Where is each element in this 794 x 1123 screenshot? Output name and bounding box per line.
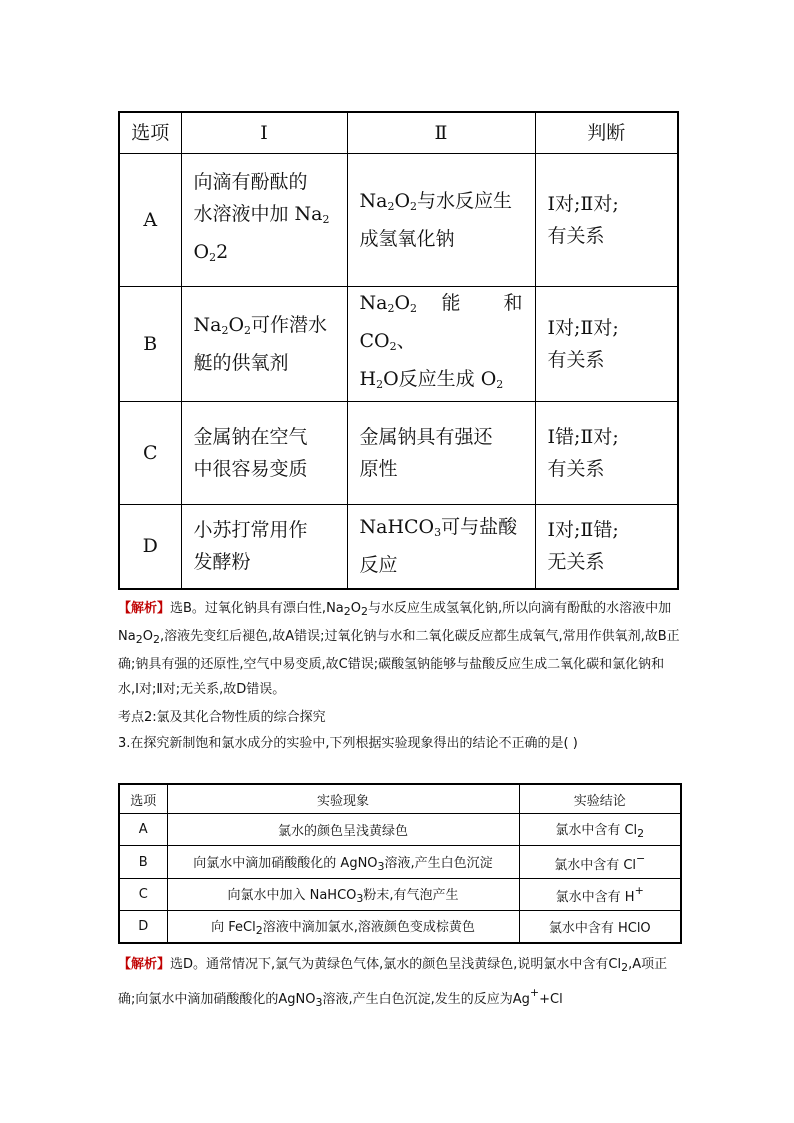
subscript: 2: [361, 605, 368, 618]
header-statement-2: Ⅱ: [347, 112, 535, 154]
subscript: 2: [376, 378, 384, 391]
superscript: +: [634, 883, 644, 897]
phenomenon: [167, 878, 519, 910]
text-segment: 氯水中含有 H: [555, 889, 635, 905]
text-segment: O: [350, 601, 361, 616]
conclusion: [519, 846, 681, 878]
text-segment: 有关系: [547, 225, 605, 247]
text-segment: NaHCO: [359, 516, 435, 539]
subscript: 2: [496, 378, 504, 391]
text-segment: Ⅰ对;Ⅱ错;: [547, 519, 619, 542]
text-segment: 可作潜水: [251, 314, 328, 336]
subscript: 2: [637, 827, 645, 841]
subscript: 2: [244, 324, 252, 337]
text-segment: 金属钠在空气: [193, 426, 308, 448]
header-option: 选项: [119, 784, 167, 814]
text-segment: 与水反应生: [417, 190, 513, 212]
option-label: B: [119, 846, 167, 878]
text-segment: 氯水的颜色呈浅黄绿色: [277, 824, 408, 840]
analysis-paragraph-1: [118, 596, 683, 702]
text-segment: O: [228, 314, 245, 336]
table-row: [119, 878, 681, 910]
text-segment: 选B。过氧化钠具有漂白性,Na: [170, 601, 344, 616]
superscript: +: [529, 986, 540, 999]
text-segment: 、: [396, 330, 416, 352]
text-segment: 反应: [359, 554, 398, 577]
option-label: D: [119, 910, 167, 943]
text-segment: Ⅰ错;Ⅱ对;: [547, 426, 619, 448]
subscript: 2: [322, 213, 330, 226]
analysis-tag: 【解析】: [118, 601, 171, 616]
subscript: 2: [152, 633, 160, 646]
text-segment: 可与盐酸: [441, 516, 518, 539]
statement-1: [181, 402, 347, 505]
subscript: 2: [135, 633, 143, 646]
text-segment: ,溶液先变红后褪色,故A错误;过氧化钠与水和二氧化碳反应都生成氧气,常用作供氧剂,故B正确;钠具有强的还原性,空气中易变质,故C错误;碳酸氢钠能够与盐酸反应生成二氧化碳和氯化钠和水,Ⅰ对;Ⅱ对;无关系,故D错误。: [118, 629, 680, 697]
text-segment: 金属钠具有强还: [359, 426, 493, 448]
table-row: [119, 910, 681, 943]
text-segment: 溶液中滴加氯水,溶液颜色变成棕黄色: [262, 919, 475, 935]
header-statement-1: Ⅰ: [181, 112, 347, 154]
header-conclusion: 实验结论: [519, 784, 681, 814]
judgement: [535, 505, 678, 589]
table-row: [119, 846, 681, 878]
section-heading: 考点2:氯及其化合物性质的综合探究: [118, 710, 326, 725]
question-text: 3.在探究新制饱和氯水成分的实验中,下列根据实验现象得出的结论不正确的是( ): [118, 736, 578, 751]
subscript: 2: [387, 302, 395, 315]
text-segment: 能 和 CO: [359, 292, 523, 352]
statement-1: [181, 287, 347, 402]
text-segment: 原性: [359, 458, 398, 480]
text-segment: Na: [359, 292, 388, 314]
text-segment: O反应生成 O: [383, 368, 497, 390]
text-segment: 小苏打常用作: [193, 519, 308, 542]
statement-2: [347, 154, 535, 287]
comparison-table: [118, 111, 679, 590]
subscript: 3: [434, 526, 442, 540]
text-segment: 有关系: [547, 349, 605, 371]
option-label: C: [119, 878, 167, 910]
subscript: 2: [387, 200, 395, 213]
text-segment: 溶液,产生白色沉淀: [384, 855, 493, 871]
header-judgement: 判断: [535, 112, 678, 154]
judgement: [535, 402, 678, 505]
text-segment: 中很容易变质: [193, 458, 308, 480]
text-segment: 粉末,有气泡产生: [363, 887, 459, 903]
analysis-paragraph-2: [118, 952, 683, 1015]
table-row: [119, 154, 678, 287]
text-segment: +Cl: [539, 992, 563, 1007]
text-segment: 氯水中含有 Cl: [554, 857, 637, 873]
conclusion: [519, 910, 681, 943]
subscript: 3: [315, 996, 323, 1009]
text-segment: O: [142, 629, 153, 644]
text-segment: 向氯水中滴加硝酸酸化的 AgNO: [193, 855, 378, 871]
text-segment: 氯水中含有 HClO: [548, 920, 651, 936]
option-label: A: [119, 154, 181, 287]
text-segment: 氯水中含有 Cl: [555, 823, 638, 839]
table-row: [119, 814, 681, 846]
option-label: D: [119, 505, 181, 589]
text-segment: Na: [359, 190, 388, 212]
text-segment: 发酵粉: [193, 551, 251, 574]
text-segment: 2: [216, 241, 229, 263]
subscript: 3: [377, 859, 385, 873]
text-segment: 有关系: [547, 458, 605, 480]
phenomenon: [167, 846, 519, 878]
text-segment: ,A项正确;向氯水中滴加硝酸酸化的AgNO: [118, 957, 668, 1007]
table-header-row: [119, 784, 681, 814]
text-segment: 向滴有酚酞的: [193, 171, 308, 193]
header-option: 选项: [119, 112, 181, 154]
subscript: 3: [356, 891, 364, 905]
subscript: 2: [389, 340, 397, 353]
text-segment: O: [394, 292, 411, 314]
conclusion: [519, 878, 681, 910]
text-segment: 向 FeCl: [211, 919, 256, 935]
phenomenon: [167, 814, 519, 846]
subscript: 2: [410, 200, 418, 213]
statement-2: [347, 505, 535, 589]
statement-1: [181, 154, 347, 287]
statement-2: [347, 402, 535, 505]
text-segment: O: [193, 241, 210, 263]
text-segment: H: [359, 368, 377, 390]
text-segment: 选D。通常情况下,氯气为黄绿色气体,氯水的颜色呈浅黄绿色,说明氯水中含有Cl: [170, 957, 622, 972]
subscript: 2: [410, 302, 418, 315]
superscript: −: [636, 851, 646, 865]
text-segment: 无关系: [547, 551, 605, 574]
subscript: 2: [221, 324, 229, 337]
text-segment: Ⅰ对;Ⅱ对;: [547, 317, 619, 339]
option-label: B: [119, 287, 181, 402]
option-label: C: [119, 402, 181, 505]
text-segment: Na: [193, 314, 222, 336]
analysis-tag: 【解析】: [118, 957, 171, 972]
table-row: [119, 402, 678, 505]
statement-2: [347, 287, 535, 402]
option-label: A: [119, 814, 167, 846]
text-segment: 艇的供氧剂: [193, 352, 289, 374]
text-segment: 水溶液中加 Na: [193, 203, 323, 225]
text-segment: O: [394, 190, 411, 212]
text-segment: 溶液,产生白色沉淀,发生的反应为Ag: [322, 992, 530, 1007]
statement-1: [181, 505, 347, 589]
phenomenon: [167, 910, 519, 943]
text-segment: Ⅰ对;Ⅱ对;: [547, 193, 619, 215]
subscript: 2: [621, 961, 629, 974]
subscript: 2: [255, 923, 263, 937]
judgement: [535, 154, 678, 287]
table-row: [119, 505, 678, 589]
subscript: 2: [343, 605, 351, 618]
conclusion: [519, 814, 681, 846]
judgement: [535, 287, 678, 402]
header-phenomenon: 实验现象: [167, 784, 519, 814]
experiment-table: [118, 783, 682, 944]
table-row: [119, 287, 678, 402]
table-header-row: [119, 112, 678, 154]
text-segment: 与水反应生成氢氧化钠,所以向滴有酚酞的水溶液中加Na: [118, 601, 672, 644]
subscript: 2: [209, 251, 217, 264]
text-segment: 向氯水中加入 NaHCO: [227, 887, 357, 903]
text-segment: 成氢氧化钠: [359, 228, 455, 250]
